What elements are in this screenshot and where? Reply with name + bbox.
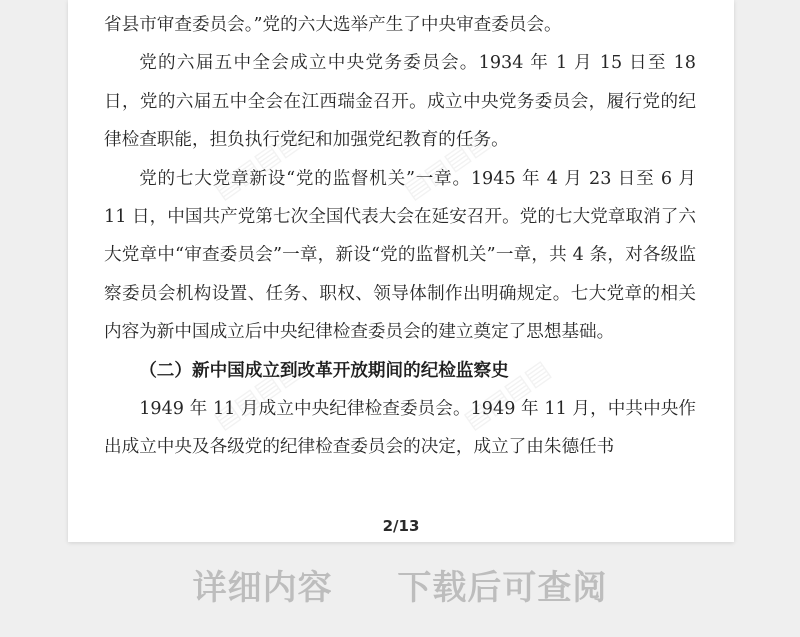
download-prompt [0,560,800,609]
paragraph: 党的七大党章新设“党的监督机关”一章。1945 年 4 月 23 日至 6 月 11 日，中国共产党第七次全国代表大会在延安召开。党的七大党章取消了六大党章中“审查委员会”一章，新设“党的监督机关”一章，共 4 条，对各级监察委员会机构设置、任务、职权、领导体制作出明确规定。七大党章的相关内容为新中国成立后中央纪律检查委员会的建立奠定了思想基础。 [104,168,696,343]
details-label: 详细内容 [192,568,333,608]
paragraph: 1949 年 11 月成立中央纪律检查委员会。1949 年 11 月，中共中央作出成立中央及各级党的纪律检查委员会的决定，成立了由朱德任书 [104,399,696,458]
download-label: 下载后可查阅 [397,568,608,608]
paragraph: 省县市审查委员会。”党的六大选举产生了中央审查委员会。 [104,15,562,35]
section-heading: （二）新中国成立到改革开放期间的纪检监察史 [139,359,509,381]
page-number: 2/13 [382,517,420,535]
document-page [68,0,734,542]
watermark: ▤▤▤▤ [398,124,496,206]
watermark: ▤▤▤▤ [208,354,306,436]
paragraph: 党的六届五中全会成立中央党务委员会。1934 年 1 月 15 日至 18 日，党的六届五中全会在江西瑞金召开。成立中央党务委员会，履行党的纪律检查职能，担负执行党纪和加强党纪教育的任务。 [104,53,696,151]
watermark: ▤▤▤▤ [458,354,556,436]
document-content [104,6,696,467]
watermark: ▤▤▤▤ [208,124,306,206]
